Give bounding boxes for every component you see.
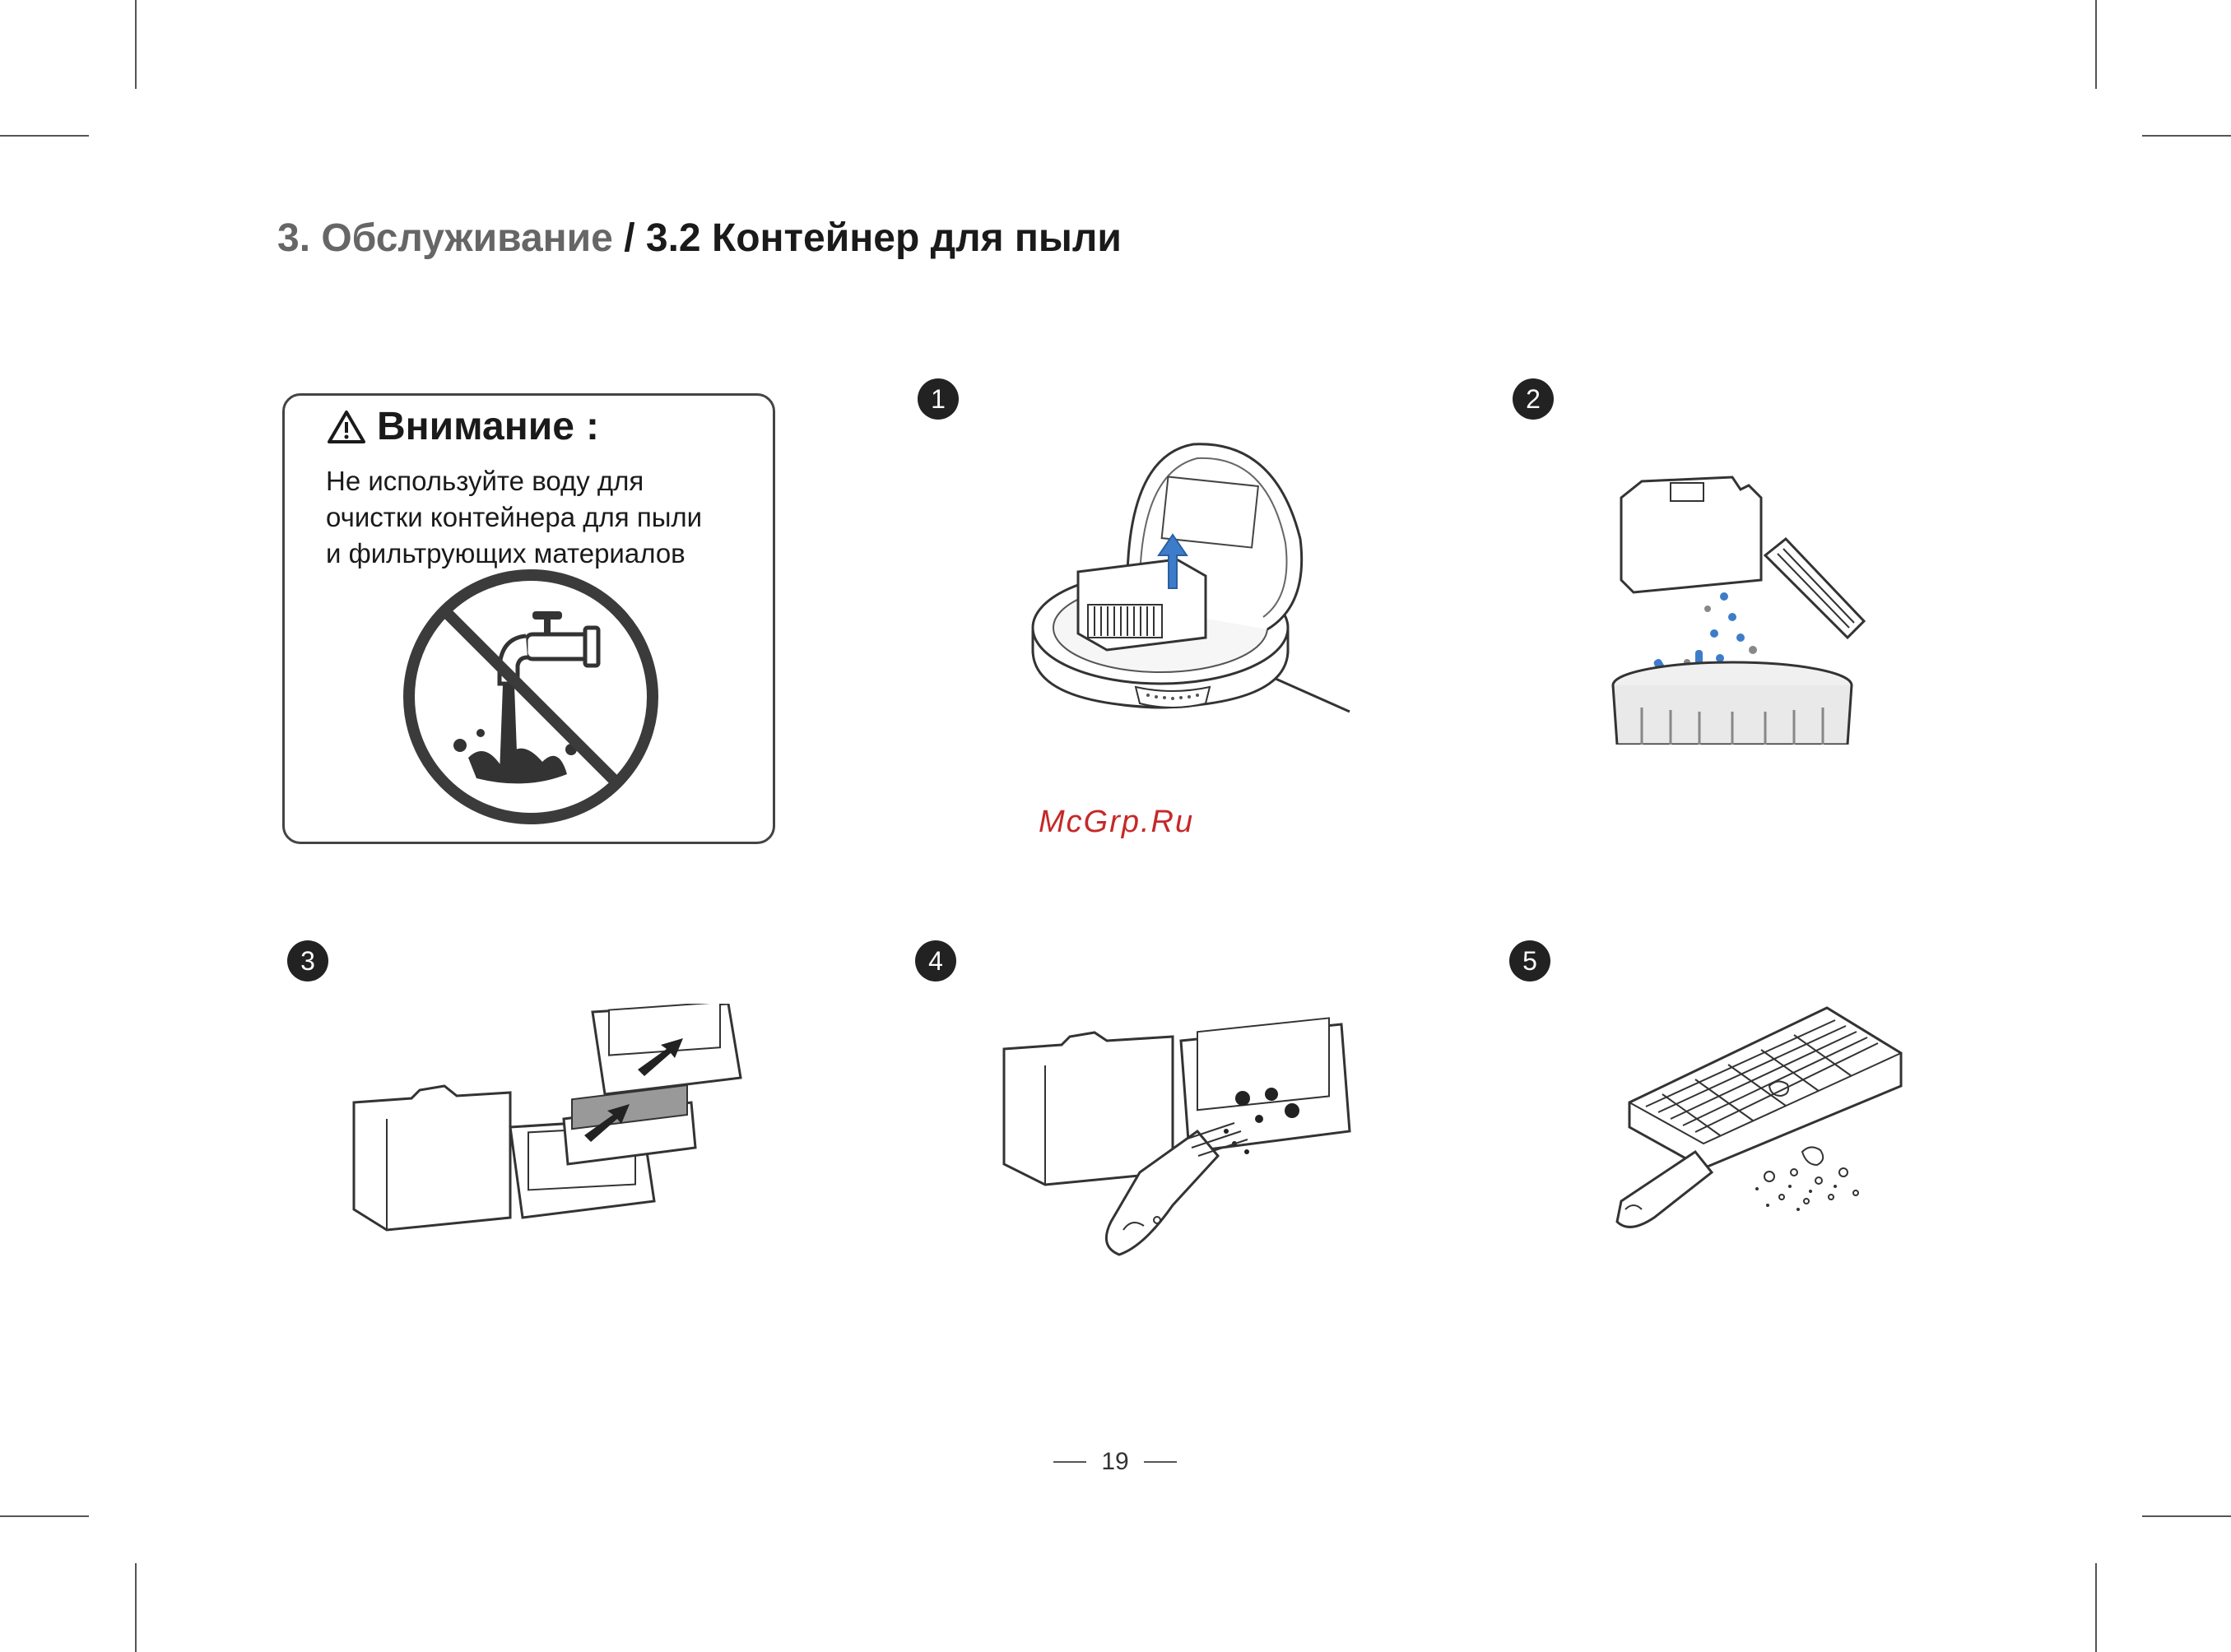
section-title: 3. Обслуживание — [277, 216, 613, 260]
step-2-badge: 2 — [1513, 378, 1554, 420]
crop-mark — [2095, 0, 2097, 89]
step-2-illustration — [1609, 473, 1905, 745]
crop-mark — [2142, 135, 2231, 137]
step-5-badge: 5 — [1509, 940, 1550, 981]
subsection-title: 3.2 Контейнер для пыли — [645, 216, 1122, 260]
page-number-dash — [1053, 1461, 1086, 1463]
step-4-illustration — [996, 1008, 1366, 1263]
warning-triangle-icon — [328, 410, 365, 444]
page-number-text: 19 — [1101, 1448, 1129, 1475]
step-5-illustration — [1605, 1004, 1909, 1242]
no-water-icon — [402, 568, 659, 825]
page-title — [277, 216, 1122, 261]
crop-mark — [135, 0, 137, 89]
crop-mark — [0, 1515, 89, 1517]
warning-text — [326, 463, 754, 572]
title-separator: / — [612, 216, 646, 260]
warning-line: Не используйте воду для — [326, 466, 644, 496]
page-number — [1053, 1448, 1177, 1476]
crop-mark — [0, 135, 89, 137]
warning-line: очистки контейнера для пыли — [326, 502, 703, 532]
crop-mark — [2142, 1515, 2231, 1517]
watermark: McGrp.Ru — [1039, 805, 1195, 839]
crop-mark — [135, 1563, 137, 1652]
warning-line: и фильтрующих материалов — [326, 538, 686, 568]
step-1-badge: 1 — [918, 378, 959, 420]
warning-title — [328, 404, 599, 449]
step-4-badge: 4 — [915, 940, 956, 981]
warning-title-text: Внимание — [377, 405, 574, 448]
warning-box — [282, 393, 775, 844]
step-3-illustration — [346, 1004, 749, 1242]
page-number-dash — [1144, 1461, 1177, 1463]
step-3-badge: 3 — [287, 940, 328, 981]
warning-title-colon: : — [585, 405, 599, 448]
crop-mark — [2095, 1563, 2097, 1652]
step-1-illustration — [1029, 440, 1358, 728]
